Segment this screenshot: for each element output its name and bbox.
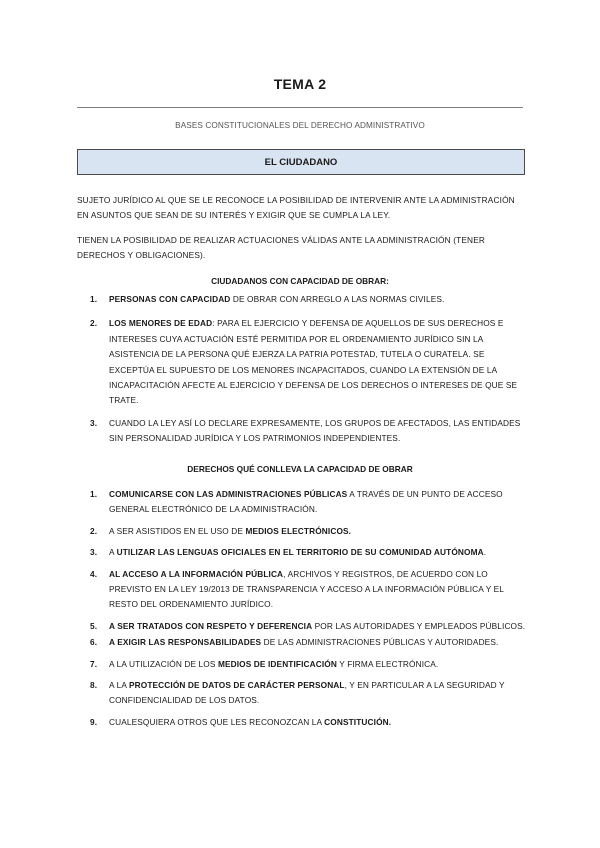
list-item: [77, 567, 527, 613]
list-item-post: .: [483, 547, 487, 558]
list-item-post: POR LAS AUTORIDADES Y EMPLEADOS PÚBLICOS.: [312, 620, 526, 631]
list-item-text: : PARA EL EJERCICIO Y DEFENSA DE AQUELLOS DE SUS DERECHOS E INTERESES CUYA ACTUACIÓN ESTÉ PERMITIDA POR EL ORDENAMIENTO JURÍDICO SIN LA ASISTENCIA DE LA PERSONA QUÉ EJERZA LA PATRIA POTESTAD, TUTELA O CURATELA. SE EXCEPTÚA EL SUPUESTO DE LOS MENORES INCAPACITADOS, CUANDO LA EXTENSIÓN DE LA INCAPACITACIÓN AFECTE AL EJERCICIO Y DEFENSA DE LOS DERECHOS O INTERESES DE QUE SE TRATE.: [109, 318, 518, 406]
list-item-number: 3.: [90, 547, 98, 558]
capacidad-list: [77, 292, 527, 447]
list-item: [77, 524, 527, 539]
list-item: [77, 545, 527, 560]
list-item-number: 9.: [90, 716, 98, 727]
list-item-post: , Y EN PARTICULAR A LA SEGURIDAD Y CONFIDENCIALIDAD DE LOS DATOS.: [109, 680, 505, 706]
intro-paragraph-2: TIENEN LA POSIBILIDAD DE REALIZAR ACTUACIONES VÁLIDAS ANTE LA ADMINISTRACIÓN (TENER DERECHOS Y OBLIGACIONES).: [77, 235, 486, 261]
list-item-bold: PERSONAS CON CAPACIDAD: [109, 294, 231, 304]
list-item-bold: MEDIOS DE IDENTIFICACIÓN: [217, 658, 337, 669]
intro-paragraph-1: SUJETO JURÍDICO AL QUE SE LE RECONOCE LA POSIBILIDAD DE INTERVENIR ANTE LA ADMINISTRACIÓN EN ASUNTOS QUE SEAN DE SU INTERÉS Y EXIGIR QUE SE CUMPLA LA LEY.: [77, 195, 515, 221]
derechos-list: [77, 487, 527, 730]
list-item-bold: A SER TRATADOS CON RESPETO Y DEFERENCIA: [109, 620, 313, 631]
list-item-post: DE LAS ADMINISTRACIONES PÚBLICAS Y AUTORIDADES.: [261, 637, 499, 648]
list-item: [77, 316, 527, 408]
list-item-number: 1.: [90, 294, 98, 304]
list-item: [77, 416, 527, 447]
capacidad-heading: CIUDADANOS CON CAPACIDAD DE OBRAR:: [211, 276, 389, 286]
list-item-bold: MEDIOS ELECTRÓNICOS.: [245, 525, 352, 536]
list-item-pre: A SER ASISTIDOS EN EL USO DE: [109, 525, 246, 536]
list-item-post: A TRAVÉS DE UN PUNTO DE ACCESO GENERAL ELECTRÓNICO DE LA ADMINISTRACIÓN.: [109, 489, 503, 515]
list-item: [77, 487, 527, 518]
page-title: TEMA 2: [273, 76, 327, 92]
list-item-post: Y FIRMA ELECTRÓNICA.: [336, 658, 439, 669]
list-item-pre: A LA UTILIZACIÓN DE LOS: [109, 658, 218, 669]
list-item-number: 8.: [90, 680, 98, 691]
list-item-pre: A: [109, 547, 117, 558]
list-item-bold: LOS MENORES DE EDAD: [109, 318, 213, 329]
list-item-bold: CONSTITUCIÓN.: [324, 716, 392, 727]
list-item-number: 5.: [90, 620, 98, 631]
list-item-post: , ARCHIVOS Y REGISTROS, DE ACUERDO CON LO PREVISTO EN LA LEY 19/2013 DE TRANSPARENCIA Y ACCESO A LA INFORMACIÓN PÚBLICA Y EL RESTO DEL ORDENAMIENTO JURÍDICO.: [109, 568, 504, 610]
list-item-bold: UTILIZAR LAS LENGUAS OFICIALES EN EL TERRITORIO DE SU COMUNIDAD AUTÓNOMA: [116, 547, 484, 558]
list-item-number: 2.: [90, 318, 98, 329]
list-item-bold: COMUNICARSE CON LAS ADMINISTRACIONES PÚBLICAS: [109, 489, 348, 499]
list-item-pre: A LA: [109, 680, 129, 691]
list-item: [77, 715, 527, 730]
list-item: [77, 635, 527, 650]
list-item-number: 1.: [90, 489, 98, 499]
page-subtitle: BASES CONSTITUCIONALES DEL DERECHO ADMINISTRATIVO: [175, 121, 425, 130]
list-item-pre: CUALESQUIERA OTROS QUE LES RECONOZCAN LA: [109, 716, 325, 727]
list-item: [77, 657, 527, 672]
list-item-bold: A EXIGIR LAS RESPONSABILIDADES: [109, 637, 262, 648]
section-box: [77, 149, 525, 175]
list-item-number: 3.: [90, 417, 98, 428]
list-item-number: 4.: [90, 568, 98, 579]
list-item: [77, 678, 527, 709]
derechos-heading: DERECHOS QUÉ CONLLEVA LA CAPACIDAD DE OBRAR: [187, 464, 413, 474]
list-item-text: CUANDO LA LEY ASÍ LO DECLARE EXPRESAMENTE, LOS GRUPOS DE AFECTADOS, LAS ENTIDADES SIN PERSONALIDAD JURÍDICA Y LOS PATRIMONIOS INDEPENDIENTES.: [109, 417, 521, 444]
title-divider: [77, 107, 523, 108]
list-item-number: 6.: [90, 637, 98, 648]
list-item-number: 2.: [90, 525, 98, 536]
list-item-text: DE OBRAR CON ARREGLO A LAS NORMAS CIVILES.: [230, 294, 445, 304]
list-item: [77, 292, 527, 307]
list-item-bold: AL ACCESO A LA INFORMACIÓN PÚBLICA: [109, 568, 284, 579]
section-box-title: EL CIUDADANO: [264, 156, 338, 168]
list-item: [77, 619, 527, 634]
list-item-bold: PROTECCIÓN DE DATOS DE CARÁCTER PERSONAL: [128, 680, 345, 691]
list-item-number: 7.: [90, 658, 98, 669]
